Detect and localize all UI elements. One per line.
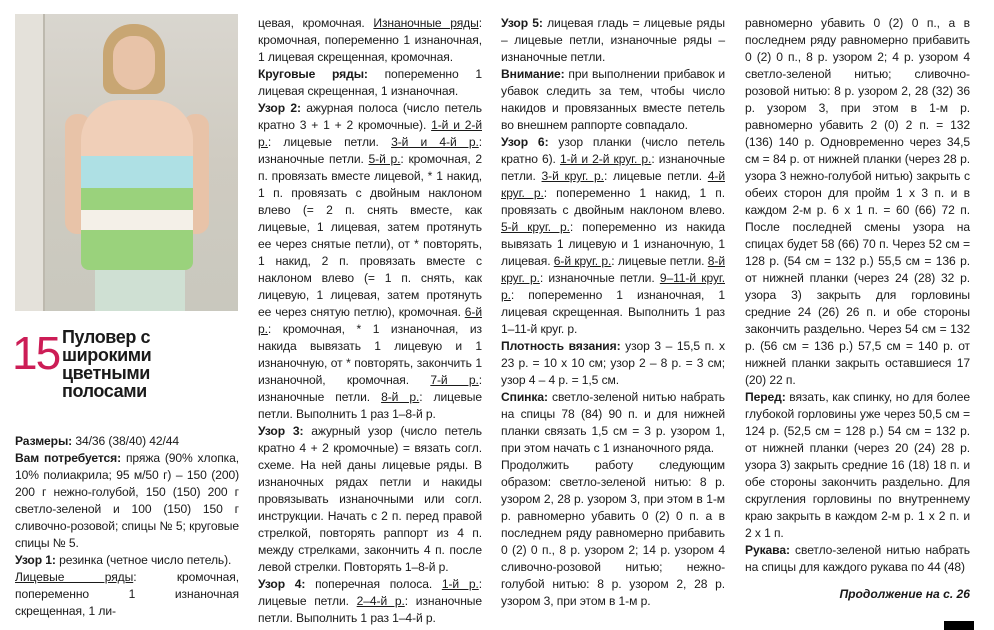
text-span: узор 3 – 15,5 п. х 23 р. = 10 х 10 см; узор 2 – 8 р. = 3 см; узор 4 – 4 р. = 1,5 см. — [501, 339, 725, 387]
text-column-1 — [15, 433, 239, 620]
pattern1-text: резинка (четное число петель). — [55, 553, 232, 567]
row-label: 9–11-й круг. р. — [501, 271, 725, 302]
sleeves-label: Рукава: — [745, 543, 790, 557]
pattern-title: Пуловер с широкими цветными полосами — [62, 327, 152, 401]
pattern6-label: Узор 6: — [501, 135, 549, 149]
text-span: : кромочная, попеременно 1 изнаночная, 1 лицевая скрещенная, кромочная. — [258, 16, 482, 64]
pattern1-paragraph — [15, 552, 239, 569]
pattern5-label: Узор 5: — [501, 16, 543, 30]
pattern3-label: Узор 3: — [258, 424, 304, 438]
gauge-label: Плотность вязания: — [501, 339, 621, 353]
continued-link[interactable]: Продолжение на с. 26 — [839, 587, 970, 601]
sleeves-paragraph — [745, 542, 970, 576]
sizes-value: 34/36 (38/40) 42/44 — [72, 434, 180, 448]
text-span: ажурный узор (число петель кратно 4 + 2 кромочные) = вязать согл. схеме. На ней даны лицевые ряды. В изнаночных рядах петли и накиды провязывать изнаночными или согл. инструкции. Начать с 2 п. перед правой стрелкой, повторять раппорт из 4 п. между стрелками, закончить 4 п. после левой стрелки. Повторять 1–8-й р. — [258, 424, 482, 574]
text-span: ажурная полоса (число петель кратно 3 + 1 + 2 кромочные). — [258, 101, 482, 132]
text-span: цевая, кромочная. — [258, 16, 374, 30]
sizes-label: Размеры: — [15, 434, 73, 448]
pattern-number: 15 — [12, 327, 60, 379]
row-label: 1-й и 2-й р. — [258, 118, 482, 149]
text-span: Продолжить работу следующим образом: светло-зеленой нитью: 8 р. узором 2, 28 р. узором 3, при этом в 1-м р. равномерно убавить 0 (2) 0 п. а в последнем ряду равномерно прибавить 0 (2) 0 п., 8 р. узором 2; 14 р. узором 4 сливочно-розовой нитью; нежно-голубой нитью: 8 р. узором 2, 28 р. узором 3, при этом в 1-м р. — [501, 458, 725, 608]
back-paragraph — [501, 389, 725, 457]
front-paragraph — [745, 389, 970, 542]
photo-sweater — [81, 100, 193, 270]
text-span: : лицевые петли. Выполнить 1 раз 1–8-й р. — [258, 390, 483, 421]
row-label: 2–4-й р. — [356, 594, 405, 608]
text-span: : изнаночные петли. — [258, 373, 483, 404]
row-label: 8-й круг. р. — [501, 254, 725, 285]
round-rows-label: Круговые ряды: — [258, 67, 368, 81]
text-span: светло-зеленой нитью набрать на спицы для каждого рукава по 44 (48) — [745, 543, 970, 574]
pattern6-paragraph — [501, 134, 725, 338]
pattern5-paragraph — [501, 15, 725, 66]
text-span: : изнаночные петли. — [258, 135, 482, 166]
pattern1-continued — [258, 15, 482, 66]
face-rows-text: : кромочная, попеременно 1 изнаночная скрещенная, 1 ли- — [15, 570, 239, 618]
pattern-heading — [12, 328, 242, 428]
text-column-2 — [258, 15, 482, 627]
round-rows-paragraph — [258, 66, 482, 100]
text-span: : лицевые петли. — [603, 169, 708, 183]
gauge-paragraph — [501, 338, 725, 389]
attention-paragraph — [501, 66, 725, 134]
materials-paragraph — [15, 450, 239, 552]
text-span: : лицевые петли. — [611, 254, 708, 268]
text-span: : изнаночные петли. Выполнить 1 раз 1–4-й р. — [258, 594, 483, 625]
row-label: 1-й и 2-й круг. р. — [559, 152, 652, 166]
pattern3-paragraph — [258, 423, 482, 576]
text-span: вязать, как спинку, но для более глубокой горловины уже через 50,5 см = 124 р. (52,5 см = 128 р.) 54 см = 132 р. от нижней планки (через 20 (24) 28 р. узора 3) закрыть средние 16 (18) 18 п. и обе стороны закончить раздельно. Для скругления горловины по внутреннему краю закрыть в каждом 2-м р. 1 х 2 п. и 2 х 1 п. — [745, 390, 970, 540]
materials-label: Вам потребуется: — [15, 451, 122, 465]
sizes-paragraph — [15, 433, 239, 450]
text-span: попеременно 1 лицевая скрещенная, 1 изнаночная. — [258, 67, 482, 98]
back-label: Спинка: — [501, 390, 548, 404]
text-span: при выполнении прибавок и убавок следить за тем, чтобы число накидов и провязанных вместе петель во внешнем раппорте совпадало. — [501, 67, 725, 132]
pattern2-paragraph — [258, 100, 482, 423]
text-span: : кромочная, 2 п. провязать вместе лицевой, * 1 накид, 1 п. провязать с двойным наклоном влево (= 2 п. снять вместе, как лицевые, 1 лицевая, затем протянуть ее через снятые петли), от * повторять, 1 накид, 2 п. провязать вместе с наклоном влево (= 1 п. снять, как лицевую, 1 лицевая, затем протянуть ее через снятую петлю), кромочная. — [258, 152, 483, 319]
pattern2-label: Узор 2: — [258, 101, 301, 115]
text-span: : попеременно 1 изнаночная, 1 лицевая скрещенная. Выполнить 1 раз 1–11-й круг. р. — [501, 288, 725, 336]
photo-door — [15, 14, 45, 311]
text-column-4 — [745, 15, 970, 576]
page-corner-mark — [944, 621, 974, 630]
text-span: узор планки (число петель кратно 6). — [501, 135, 725, 166]
text-column-3 — [501, 15, 725, 610]
attention-label: Внимание: — [501, 67, 565, 81]
row-label: 6-й круг. р. — [553, 254, 612, 268]
text-span: : попеременно из накида вывязать 1 лицевую и 1 изнаночную, 1 лицевая. — [501, 220, 725, 268]
pattern1-rows-paragraph — [15, 569, 239, 620]
row-label: 7-й р. — [430, 373, 479, 387]
row-label: 5-й круг. р. — [501, 220, 570, 234]
model-photo — [15, 14, 238, 311]
face-rows-label: Лицевые ряды — [15, 570, 134, 584]
text-span: равномерно убавить 0 (2) 0 п., а в последнем ряду равномерно прибавить 0 (2) 0 п., 8 р. узором 2; 4 р. узором 4 светло-зеленой нитью; сливочно-розовой нитью: 8 р. узором 2, 28 (32) 36 р. узором 3, при этом в 1-м р. равномерно убавить 2 (0) 2 п. = 132 (136) 140 р. Одновременно через 34,5 см = 84 р. от нижней планки (через 28 р. узора 3 нежно-голубой нитью) закрыть с обеих сторон для пройм 1 х 3 п. и в каждом 2-м р. 6 х 1 п. = 60 (66) 72 п. После последней смены узора на спицах будет 58 (66) 70 п. Через 52 см = 128 р. (54 см = 132 р.) 55,5 см = 136 р. от нижней планки (через 24 (28) 32 р. узора 3) закрыть для горловины средние 24 (26) 26 п. и обе стороны закончить раздельно. Через 54 см = 132 р. (56 см = 136 р.) 57,5 см = 140 р. от нижней планки закрыть оставшиеся 17 (20) 22 п. — [745, 16, 970, 387]
photo-face — [113, 36, 155, 90]
row-label: 1-й р. — [441, 577, 479, 591]
back-continued — [745, 15, 970, 389]
row-label: 3-й и 4-й р. — [391, 135, 479, 149]
materials-value: пряжа (90% хлопка, 10% полиакрила; 95 м/50 г) – 150 (200) 200 г нежно-голубой, 150 (150) 200 г светло-зеленой и 100 (150) 150 г сливочно-розовой; спицы № 5; круговые спицы № 5. — [15, 451, 240, 550]
photo-pants — [95, 270, 185, 311]
back-continue-paragraph — [501, 457, 725, 610]
front-label: Перед: — [745, 390, 786, 404]
text-span: : кромочная, * 1 изнаночная, из накида вывязать 1 лицевую и 1 изнаночную, от * повторять, закончить 1 изнаночной, кромочная. — [258, 322, 482, 387]
pattern1-label: Узор 1: — [15, 553, 56, 567]
text-span: светло-зеленой нитью набрать на спицы 78 (84) 90 п. и для нижней планки связать 1,5 см = 3 р. узором 1, при этом начать с 1 изнаночного ряда. — [501, 390, 725, 455]
pattern4-label: Узор 4: — [258, 577, 306, 591]
text-span: : изнаночные петли. — [501, 152, 725, 183]
text-span: : лицевые петли. — [267, 135, 392, 149]
text-span: поперечная полоса. — [305, 577, 442, 591]
row-label: 4-й круг. р. — [501, 169, 725, 200]
text-span: лицевая гладь = лицевые ряды – лицевые петли, изнаночные ряды – изнаночные петли. — [501, 16, 726, 64]
text-span: : изнаночные петли. — [539, 271, 660, 285]
purl-rows-label: Изнаночные ряды — [373, 16, 479, 30]
row-label: 6-й р. — [258, 305, 482, 336]
row-label: 8-й р. — [381, 390, 420, 404]
pattern4-paragraph — [258, 576, 482, 627]
text-span: : лицевые петли. — [258, 577, 482, 608]
row-label: 3-й круг. р. — [541, 169, 604, 183]
text-span: : попеременно 1 накид, 1 п. провязать с двойным наклоном влево. — [501, 186, 725, 217]
row-label: 5-й р. — [368, 152, 401, 166]
